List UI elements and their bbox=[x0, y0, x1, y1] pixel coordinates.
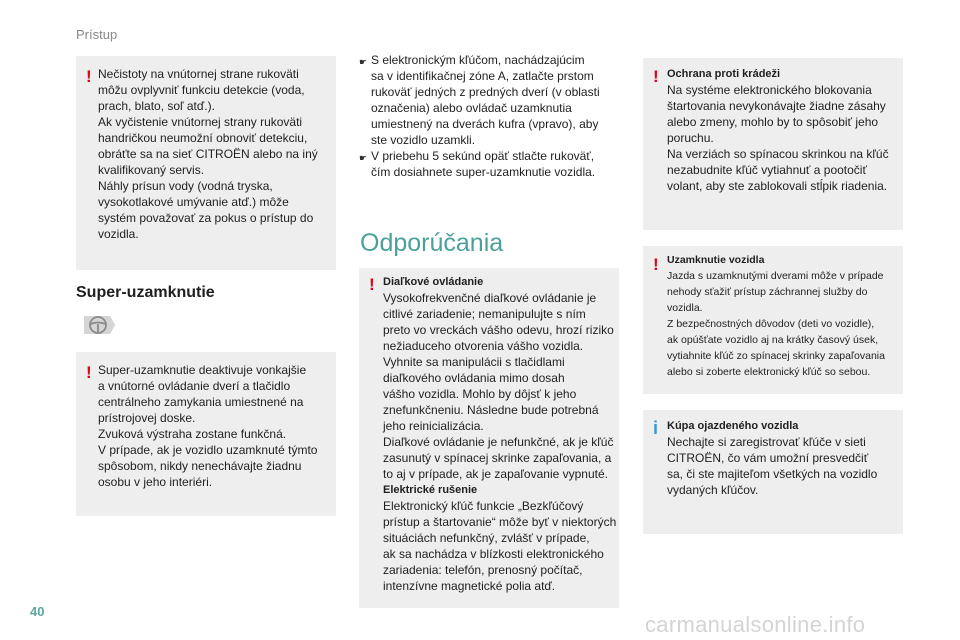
used-car-text: Kúpa ojazdeného vozidla Nechajte si zaregistrovať kľúče v sieti CITROËN, čo vám umožní presvedčiť sa, či ste majiteľom všetkých na vozidlo vydaných kľúčov. bbox=[667, 420, 878, 497]
warning-icon: ! bbox=[369, 275, 375, 294]
super-lock-warning-box bbox=[76, 352, 336, 516]
page-number: 40 bbox=[30, 604, 45, 619]
info-icon: i bbox=[653, 418, 659, 438]
cleaning-warning-text: Nečistoty na vnútornej strane rukoväti môžu ovplyvniť funkciu detekcie (voda, prach, blato, soľ atď.). Ak vyčistenie vnútornej strany rukoväti handričkou neumožní obnoviť detekciu, obráťte sa na sieť CITROËN alebo na iný kvalifikovaný servis. Náhly prísun vody (vodná tryska, vysokotlakové umývanie atď.) môže systém považovať za pokus o prístup do vozidla. bbox=[98, 67, 318, 241]
step-item: ☛ S elektronickým kľúčom, nachádzajúcim sa v identifikačnej zóne A, zatlačte prstom rukoväť jedných z predných dverí (v oblasti označenia) alebo ovládač uzamknutia umiestnený na dverách kufra (vpravo), aby ste vozidlo uzamkli. bbox=[359, 53, 600, 147]
step-item: ☛ V priebehu 5 sekúnd opäť stlačte rukoväť, čím dosiahnete super-uzamknutie vozidla. bbox=[359, 149, 596, 179]
section-title-super-lock: Super-uzamknutie bbox=[76, 284, 215, 301]
remote-control-text: Diaľkové ovládanie Vysokofrekvenčné diaľkové ovládanie je citlivé zariadenie; nemanipulujte s ním preto vo vreckách vášho odevu, hrozí riziko nežiaduceho otvorenia vášho vozidla. Vyhnite sa manipulácii s tlačidlami diaľkového ovládania mimo dosah vášho vozidla. Mohlo by dôjsť k jeho znefunkčneniu. Následne bude potrebná jeho reinicializácia. Diaľkové ovládanie je nefunkčné, ak je kľúč zasunutý v spínacej skrinke zapaľovania, a to aj v prípade, ak je zapaľovanie vypnuté. Elektrické rušenie Elektronický kľúč funkcie „Bezkľúčový prístup a štartovanie“ môže byť v niektorých situáciách nefunkčný, zvlášť v prípade, ak sa nachádza v blízkosti elektronického zariadenia: telefón, prenosný počítač, intenzívne magnetické polia atď. bbox=[383, 276, 617, 593]
cleaning-warning-box bbox=[76, 56, 336, 270]
used-car-info-box bbox=[643, 410, 903, 534]
steering-wheel-icon bbox=[82, 312, 116, 338]
warning-icon: ! bbox=[86, 363, 92, 382]
warning-icon: ! bbox=[653, 255, 659, 274]
theft-protection-box bbox=[643, 58, 903, 230]
vehicle-lock-box bbox=[643, 246, 903, 394]
theft-protection-text: Ochrana proti krádeži Na systéme elektronického blokovania štartovania nevykonávajte žiadne zásahy alebo zmeny, mohlo by to spôsobiť jeho poruchu. Na verziách so spínacou skrinkou na kľúč nezabudnite kľúč vytiahnuť a pootočiť volant, aby ste zablokovali stĺpik riadenia. bbox=[667, 68, 889, 193]
recommendations-title: Odporúčania bbox=[360, 229, 504, 257]
watermark: carmanualsonline.info bbox=[645, 612, 866, 637]
arrow-icon: ☛ bbox=[359, 57, 368, 67]
page-header: Prístup bbox=[76, 27, 118, 42]
warning-icon: ! bbox=[653, 67, 659, 86]
vehicle-lock-text: Uzamknutie vozidla Jazda s uzamknutými dverami môže v prípade nehody sťažiť prístup záchrannej služby do vozidla. Z bezpečnostných dôvodov (deti vo vozidle), ak opúšťate vozidlo aj na krátky časový úsek, vytiahnite kľúč zo spínacej skrinky zapaľovania alebo si zoberte elektronický kľúč so sebou. bbox=[667, 254, 885, 378]
super-lock-warning-text: Super-uzamknutie deaktivuje vonkajšie a vnútorné ovládanie dverí a tlačidlo centrálneho zamykania umiestnené na prístrojovej doske. Zvuková výstraha zostane funkčná. V prípade, ak je vozidlo uzamknuté týmto spôsobom, nikdy nenechávajte žiadnu osobu v jeho interiéri. bbox=[98, 363, 318, 489]
remote-control-warning-box bbox=[359, 268, 619, 608]
warning-icon: ! bbox=[86, 67, 92, 86]
super-lock-steps bbox=[359, 52, 600, 180]
arrow-icon: ☛ bbox=[359, 153, 368, 163]
